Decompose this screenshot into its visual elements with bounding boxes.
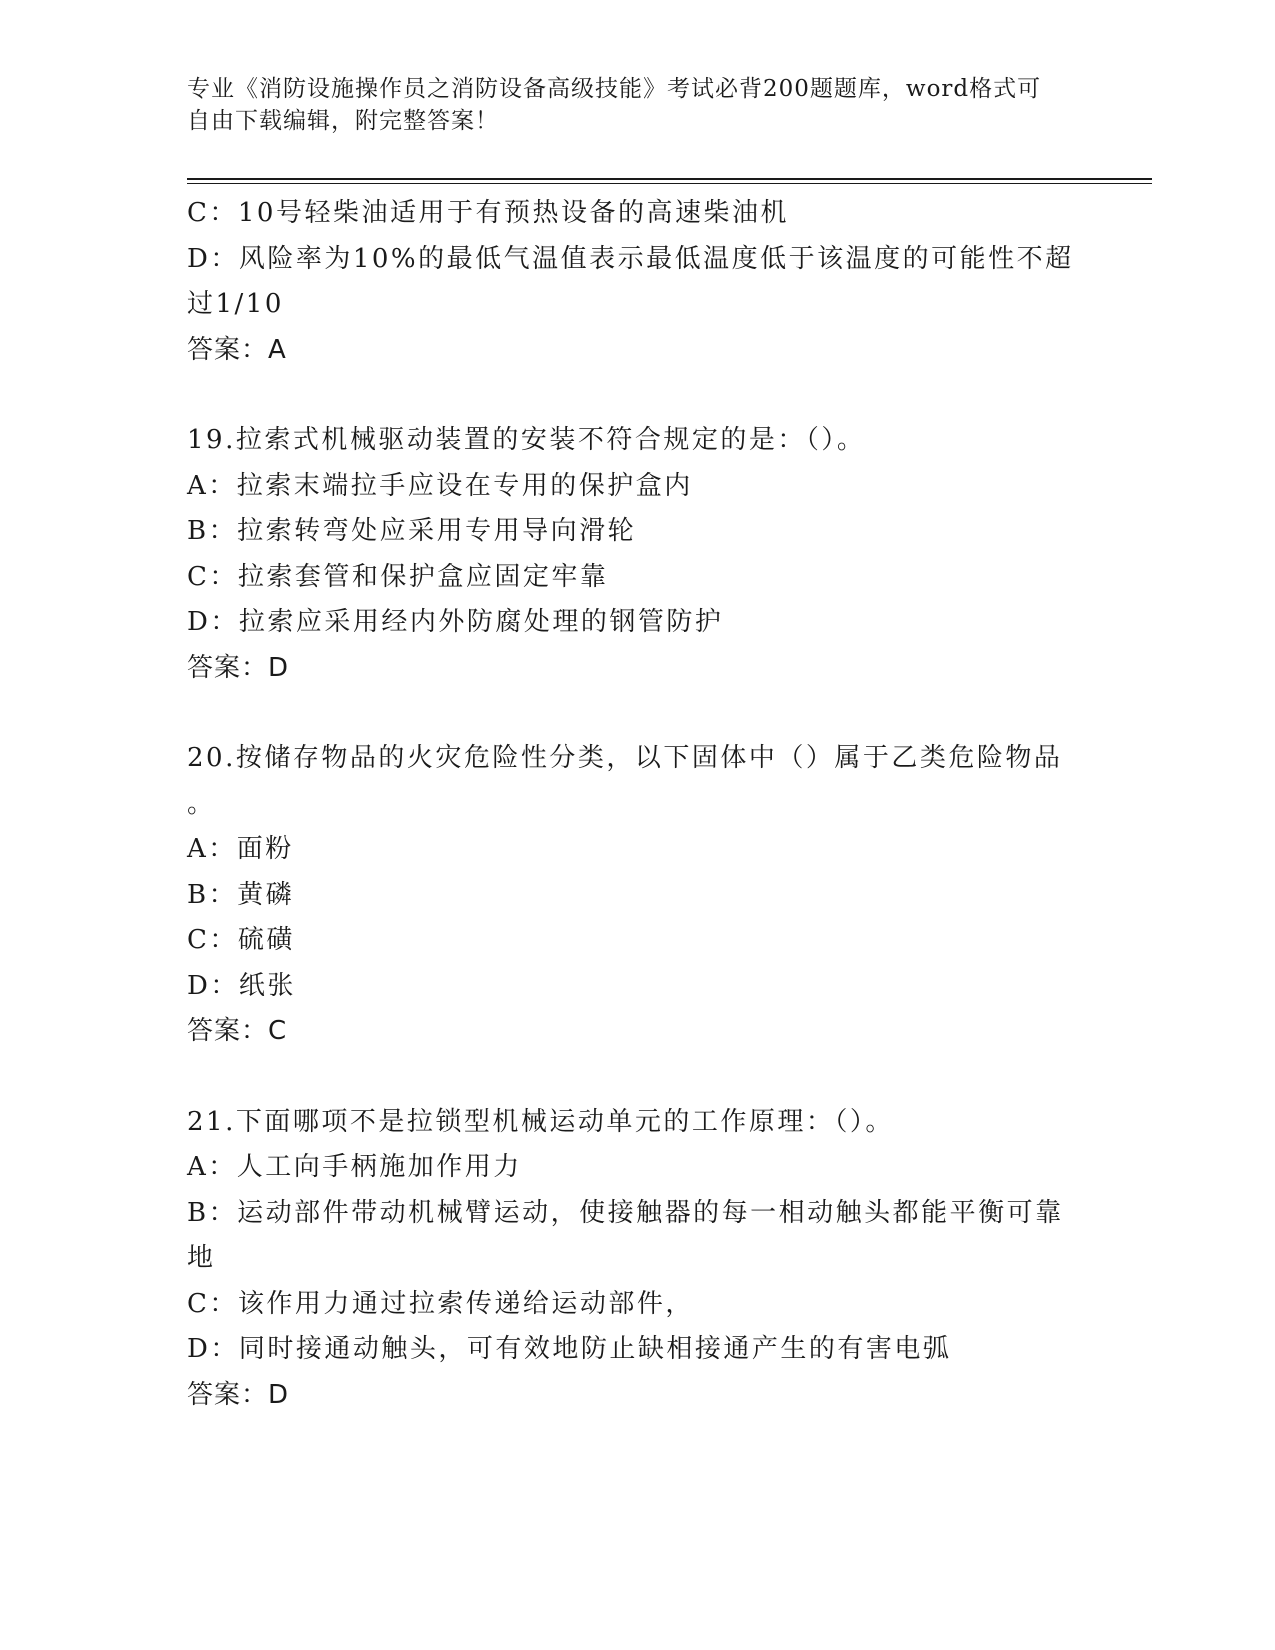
question-stem-line-1: 20.按储存物品的火灾危险性分类，以下固体中（）属于乙类危险物品 <box>187 743 1063 773</box>
header-line-2: 自由下载编辑，附完整答案！ <box>187 108 499 134</box>
question-stem-line-2: 。 <box>187 788 216 819</box>
question-stem: 19.拉索式机械驱动装置的安装不符合规定的是：（）。 <box>187 425 866 455</box>
option-d-line-2: 过1/10 <box>187 289 284 319</box>
question-stem: 21.下面哪项不是拉锁型机械运动单元的工作原理：（）。 <box>187 1106 894 1137</box>
option-a: A：人工向手柄施加作用力 <box>187 1152 522 1182</box>
question-block-18 <box>187 191 1087 373</box>
question-block-20 <box>187 736 1087 1055</box>
option-b: B：黄磷 <box>187 879 295 910</box>
spacer <box>187 373 1087 418</box>
option-d: D：拉索应采用经内外防腐处理的钢管防护 <box>187 607 724 637</box>
answer: 答案：D <box>187 652 290 683</box>
option-d: D：同时接通动触头，可有效地防止缺相接通产生的有害电弧 <box>187 1334 952 1364</box>
answer: 答案：C <box>187 1016 288 1046</box>
option-d-line-1: D：风险率为10%的最低气温值表示最低温度低于该温度的可能性不超 <box>187 243 1074 274</box>
answer: 答案：A <box>187 334 287 365</box>
question-block-19 <box>187 418 1087 691</box>
option-d: D：纸张 <box>187 970 296 1001</box>
option-b-line-2: 地 <box>187 1243 216 1273</box>
spacer <box>187 691 1087 736</box>
header-line-1: 专业《消防设施操作员之消防设备高级技能》考试必背200题题库，word格式可 <box>187 76 1042 102</box>
option-b-line-1: B：运动部件带动机械臂运动，使接触器的每一相动触头都能平衡可靠 <box>187 1197 1064 1228</box>
option-a: A：拉索末端拉手应设在专用的保护盒内 <box>187 470 693 501</box>
document-header <box>187 73 1067 137</box>
option-c: C：拉索套管和保护盒应固定牢靠 <box>187 561 609 592</box>
option-c: C：该作用力通过拉索传递给运动部件， <box>187 1288 694 1319</box>
header-divider-thick <box>187 178 1152 180</box>
option-a: A：面粉 <box>187 834 294 864</box>
spacer <box>187 1055 1087 1100</box>
option-c: C：硫磺 <box>187 925 295 955</box>
option-c: C：10号轻柴油适用于有预热设备的高速柴油机 <box>187 198 789 228</box>
option-b: B：拉索转弯处应采用专用导向滑轮 <box>187 516 637 546</box>
answer: 答案：D <box>187 1379 290 1410</box>
question-content <box>187 191 1087 1418</box>
question-block-21 <box>187 1100 1087 1419</box>
header-divider-thin <box>187 183 1152 184</box>
